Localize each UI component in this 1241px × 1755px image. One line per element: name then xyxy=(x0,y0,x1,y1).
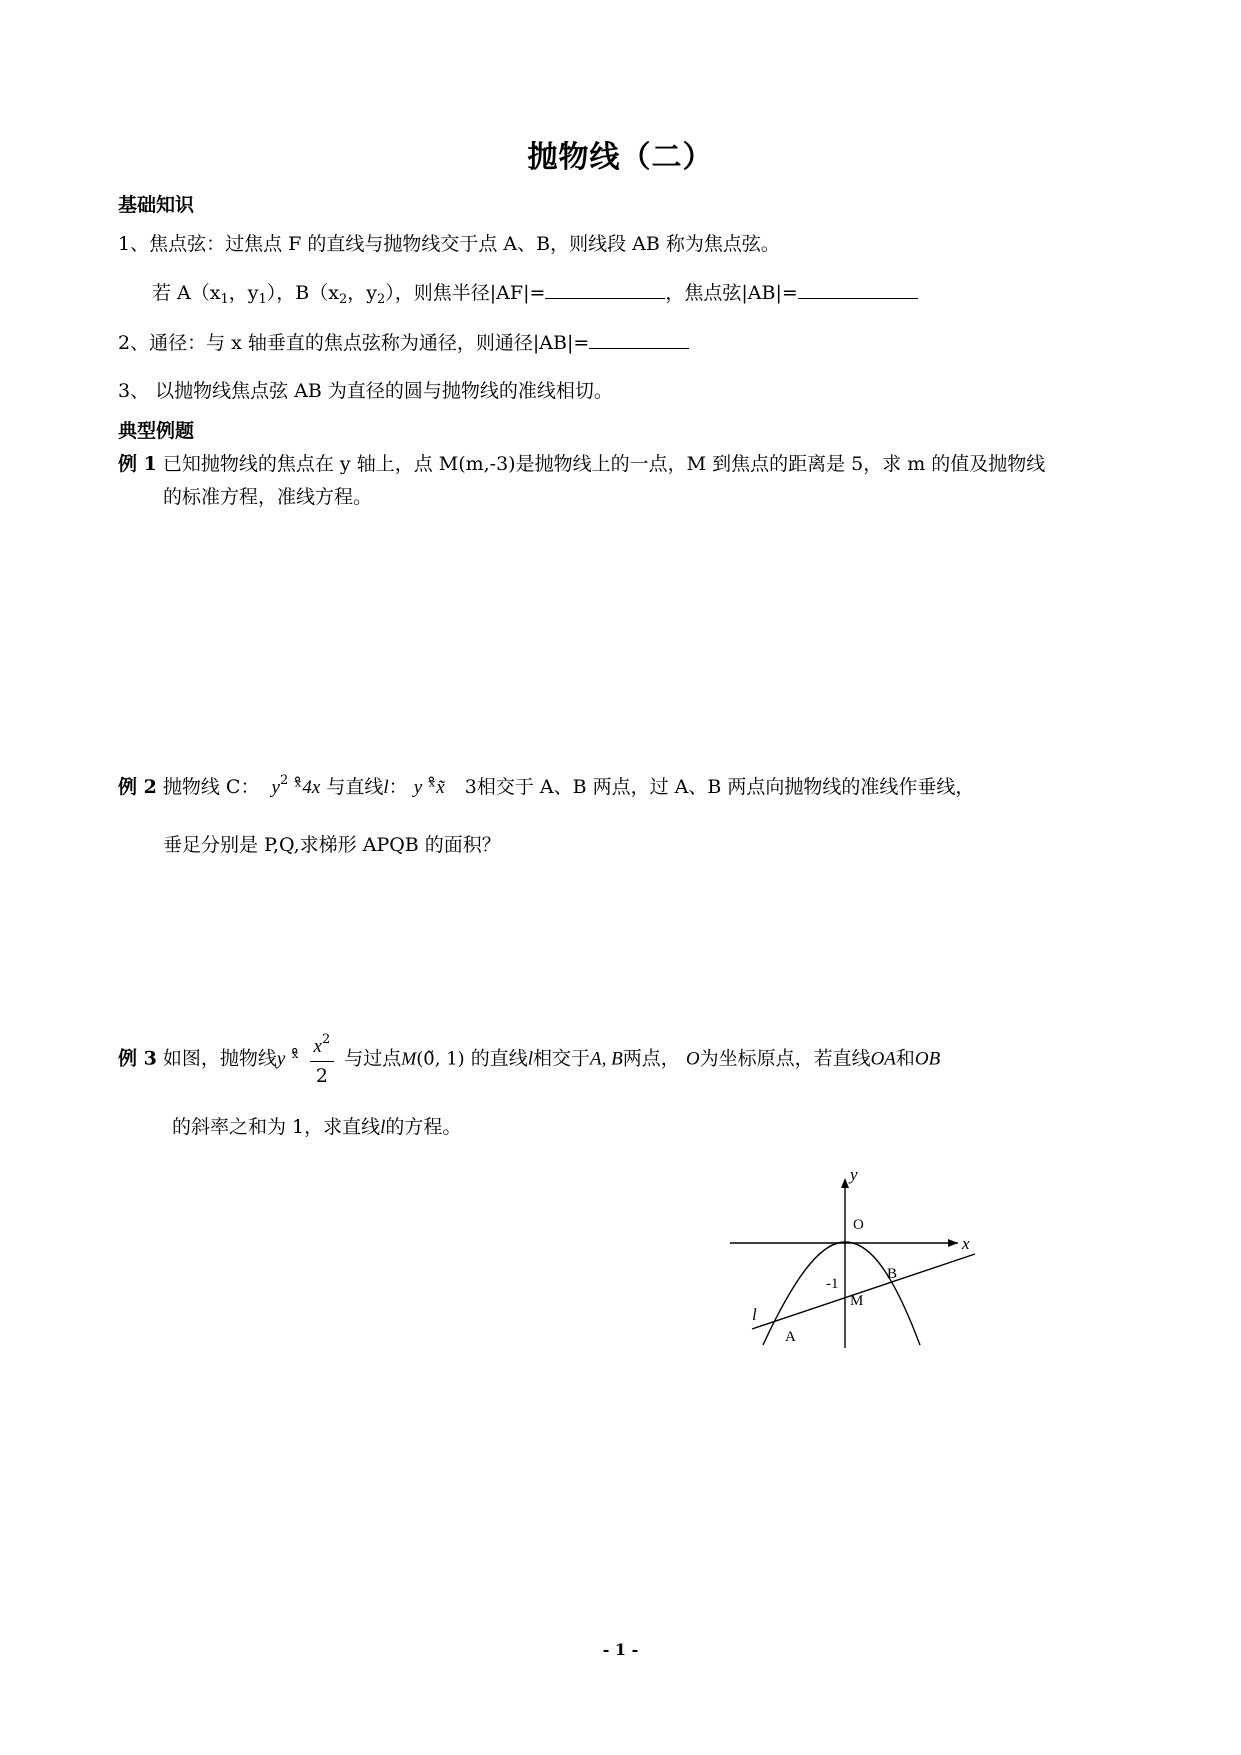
math-var: OB xyxy=(914,1048,941,1070)
math-garbled-equals: ˣ̊ xyxy=(291,1047,300,1070)
text-segment: ： xyxy=(388,776,408,798)
text-segment: 两点， xyxy=(622,1047,680,1070)
numerator: x xyxy=(313,1036,322,1057)
text-segment: 相交于 xyxy=(533,1047,591,1070)
fill-blank-focal-chord xyxy=(798,280,918,299)
text-segment: 的方程。 xyxy=(385,1116,462,1138)
math-var: O xyxy=(685,1048,700,1070)
math-garbled-equals: ˣ̊ xyxy=(294,776,303,798)
label-minus-1: -1 xyxy=(826,1276,839,1292)
text-segment: ，y xyxy=(228,282,259,304)
basics-item-2 xyxy=(118,328,689,355)
example-label: 例 2 xyxy=(118,776,157,798)
page-title: 抛物线（二） xyxy=(527,140,714,175)
math-var: M xyxy=(401,1048,417,1069)
label-O: O xyxy=(853,1217,864,1233)
label-x: x xyxy=(962,1234,970,1253)
text-segment: 若 A（x xyxy=(152,282,221,304)
example-2-line-1 xyxy=(118,772,974,799)
label-l: l xyxy=(752,1305,757,1324)
text-segment: ），则焦半径|AF|= xyxy=(385,282,546,304)
math-var: l xyxy=(527,1048,534,1070)
math-garbled-equals: ˣ̊ xyxy=(428,776,437,798)
text-segment: ），B（x xyxy=(266,282,339,304)
text-segment: 与过点 xyxy=(344,1047,402,1070)
math-var: y xyxy=(276,1048,286,1070)
math-var: y xyxy=(413,777,423,798)
text-segment: 的直线 xyxy=(470,1047,528,1070)
fraction xyxy=(310,1032,335,1087)
text-segment: 抛物线 C： xyxy=(162,776,260,798)
math-const: 3 xyxy=(464,776,477,798)
example-3-line-2 xyxy=(172,1112,461,1139)
text-segment: 与直线 xyxy=(326,776,384,798)
example-3-line-1 xyxy=(118,1032,940,1087)
subscript: 1 xyxy=(258,292,267,307)
section-heading-examples: 典型例题 xyxy=(118,420,195,442)
label-M: M xyxy=(850,1293,864,1309)
fill-blank-latus-rectum xyxy=(589,330,689,349)
math-var: OA xyxy=(870,1048,896,1070)
example-label: 例 3 xyxy=(118,1047,157,1070)
superscript: 2 xyxy=(321,1032,331,1047)
text-segment: ，焦点弦|AB|= xyxy=(665,282,798,304)
line-l xyxy=(752,1254,975,1329)
label-A: A xyxy=(785,1329,796,1345)
text-segment: 的斜率之和为 1，求直线 xyxy=(172,1116,381,1138)
subscript: 2 xyxy=(338,292,348,307)
text-segment: 2、通径：与 x 轴垂直的焦点弦称为通径，则通径|AB|= xyxy=(118,332,590,354)
basics-item-3: 3、 以抛物线焦点弦 AB 为直径的圆与抛物线的准线相切。 xyxy=(118,380,613,402)
math-var: l xyxy=(383,777,389,798)
label-B: B xyxy=(887,1266,898,1282)
y-axis-arrow xyxy=(841,1178,849,1188)
parabola-figure xyxy=(730,1170,990,1350)
math-expr: 4x xyxy=(302,777,321,798)
text-segment: 相交于 A、B 两点，过 A、B 两点向抛物线的准线作垂线， xyxy=(476,776,975,798)
example-label: 例 1 xyxy=(118,453,157,475)
subscript: 1 xyxy=(220,292,229,307)
superscript: 2 xyxy=(279,773,289,788)
example-1-line-2: 的标准方程，准线方程。 xyxy=(163,486,373,508)
math-expr: A, B xyxy=(590,1048,623,1070)
text-segment: 已知抛物线的焦点在 y 轴上，点 M(m,-3)是抛物线上的一点，M 到焦点的距离是 5，求 m 的值及抛物线 xyxy=(162,453,1046,475)
math-expr: (0̃, 1) xyxy=(416,1048,465,1070)
x-axis-arrow xyxy=(948,1239,958,1247)
subscript: 2 xyxy=(376,292,386,307)
example-1-line-1 xyxy=(118,449,1045,476)
basics-item-1: 1、焦点弦：过焦点 F 的直线与抛物线交于点 A、B，则线段 AB 称为焦点弦。 xyxy=(118,233,780,255)
page-number: - 1 - xyxy=(602,1640,639,1659)
fill-blank-focal-radius xyxy=(545,280,665,299)
math-var: y xyxy=(271,777,280,798)
section-heading-basics: 基础知识 xyxy=(118,194,195,216)
text-segment: 为坐标原点，若直线 xyxy=(699,1047,871,1070)
label-y: y xyxy=(850,1170,858,1184)
math-var: x̃ xyxy=(436,777,445,798)
text-segment: 如图，抛物线 xyxy=(162,1047,277,1070)
text-segment: ，y xyxy=(347,282,377,304)
denominator: 2 xyxy=(315,1065,328,1087)
text-segment: 和 xyxy=(895,1047,915,1070)
basics-item-1-formula-line xyxy=(152,278,918,307)
example-2-line-2: 垂足分别是 P,Q,求梯形 APQB 的面积？ xyxy=(163,834,501,856)
math-var: l xyxy=(380,1117,386,1138)
